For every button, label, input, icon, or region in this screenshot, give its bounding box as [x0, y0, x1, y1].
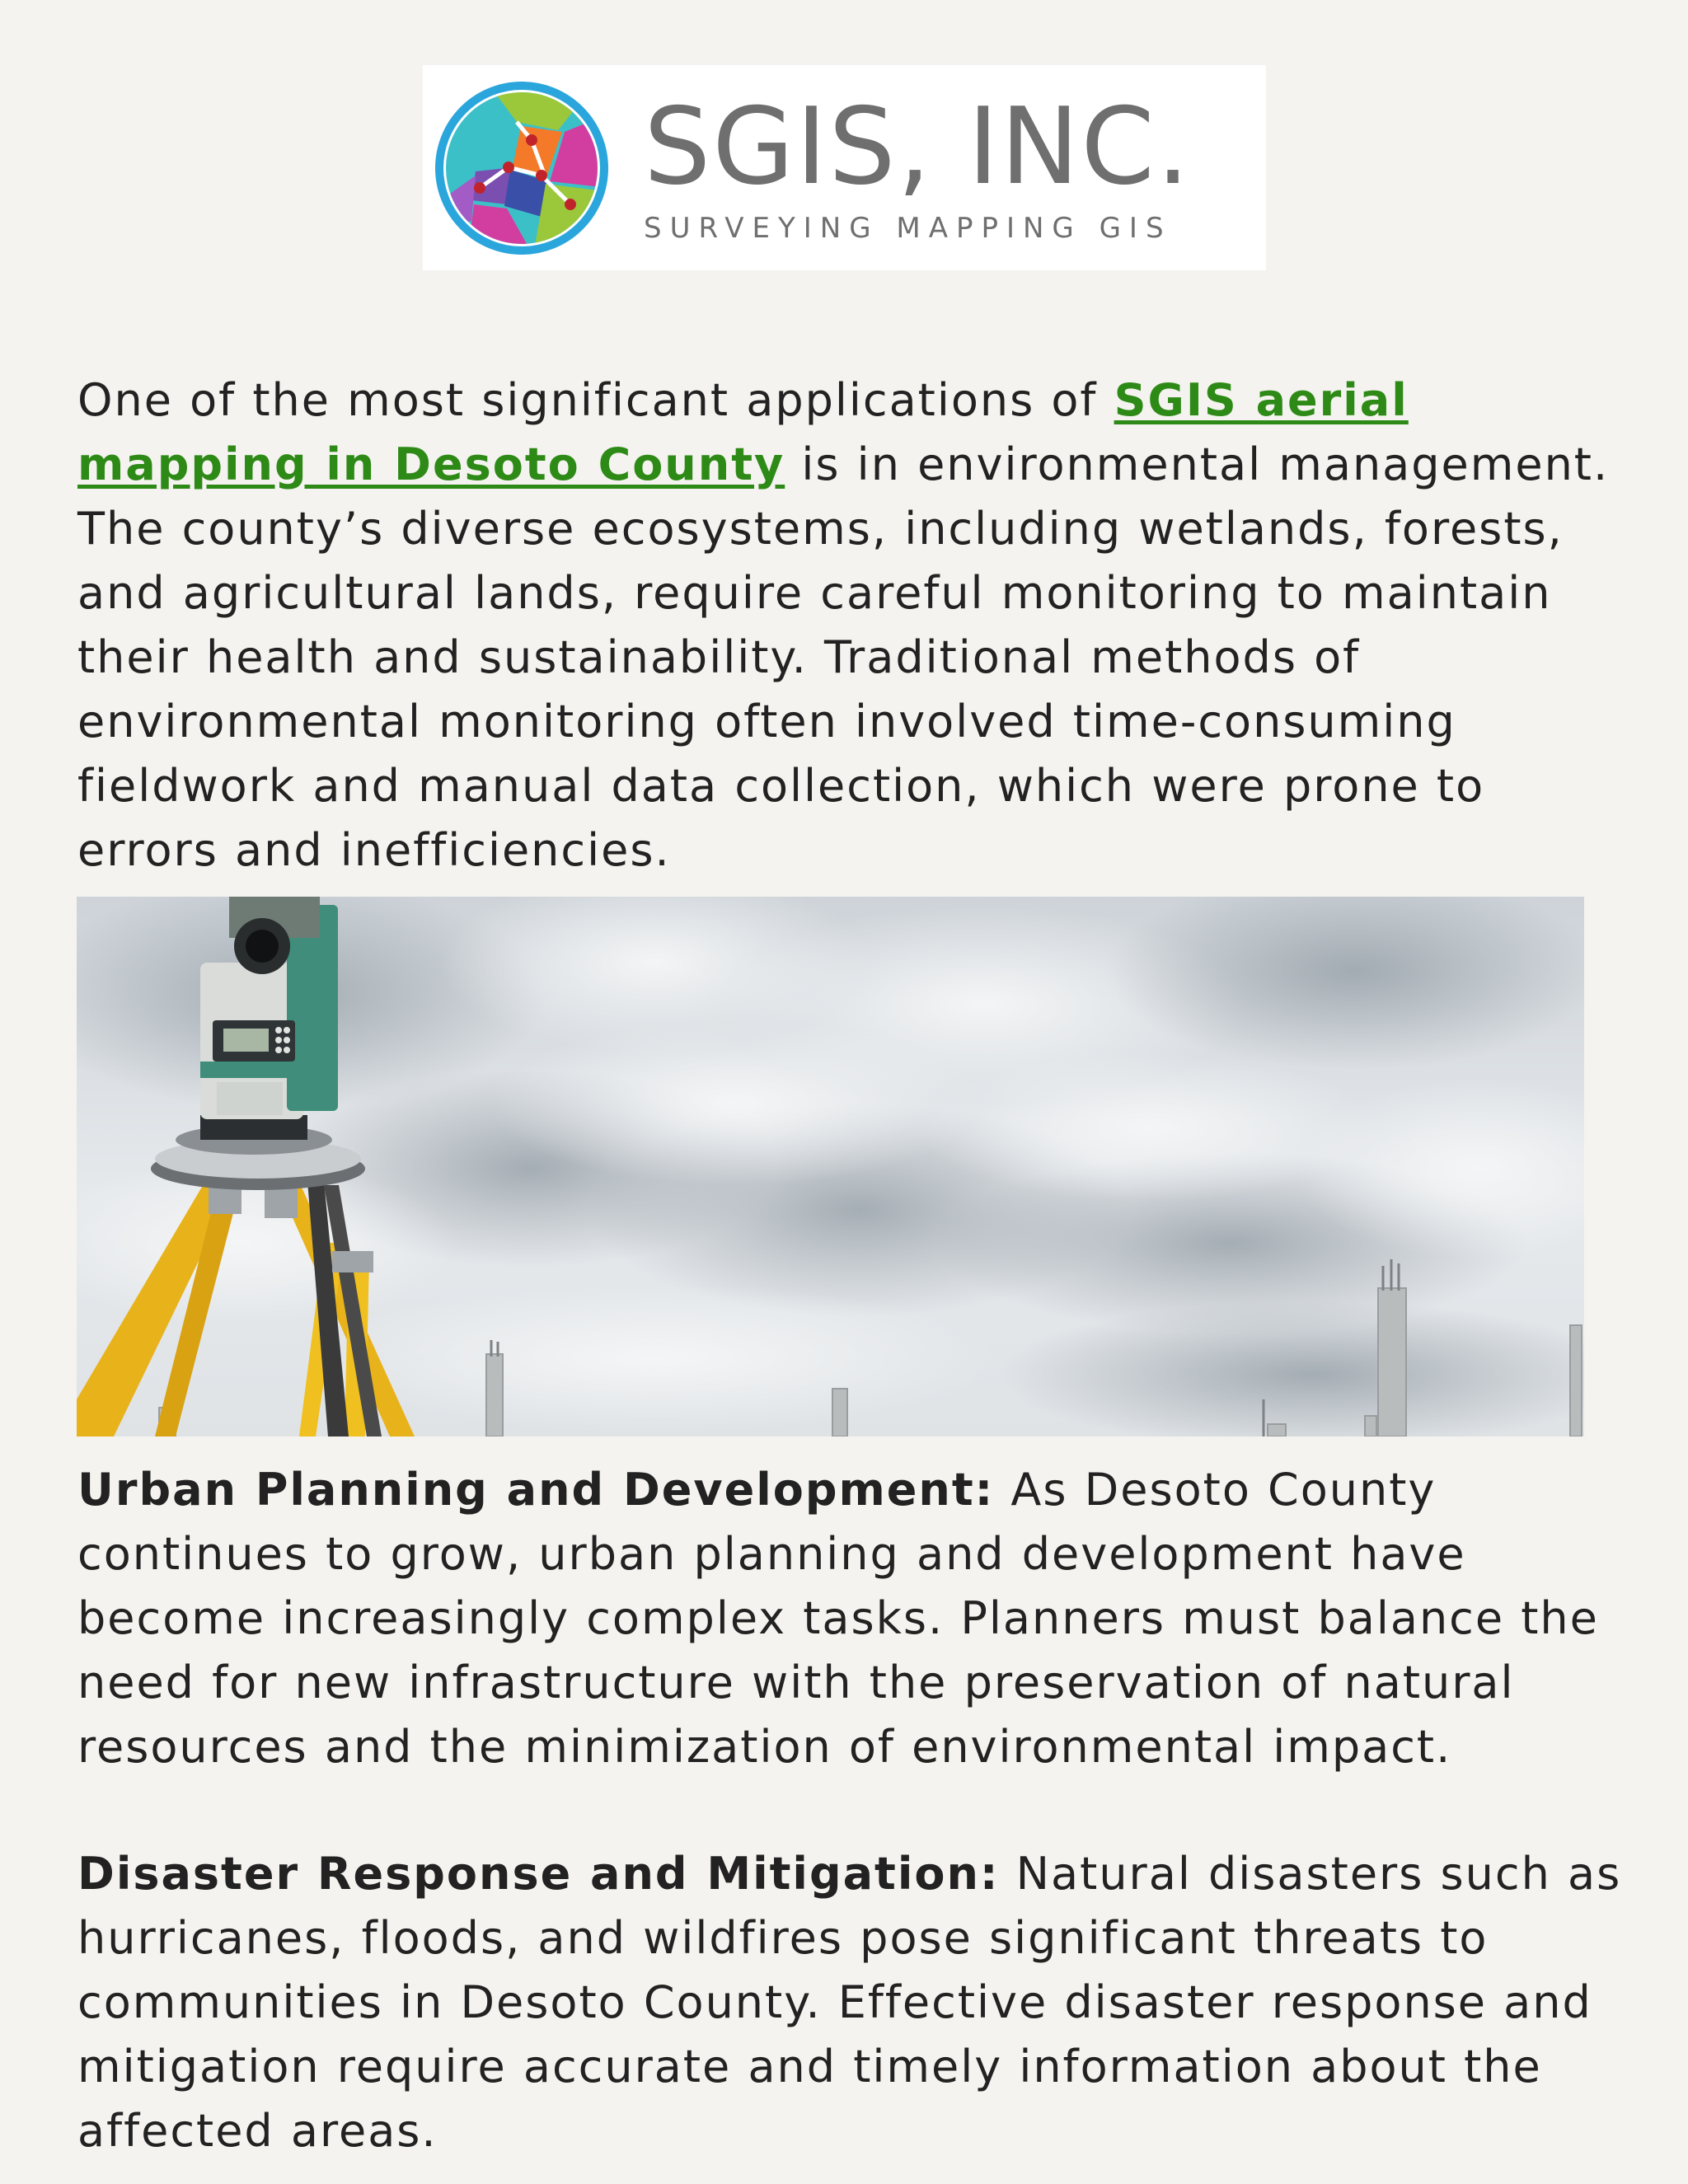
logo-tagline: SURVEYING MAPPING GIS: [644, 212, 1172, 245]
disaster-response-heading: Disaster Response and Mitigation:: [77, 1848, 1000, 1900]
urban-planning-paragraph: [77, 1458, 1627, 1779]
intro-text-after-link: is in environmental management. The county’s diverse ecosystems, including wetlands, forests, and agricultural lands, require careful monitoring to maintain their health and sustainability. Traditional methods of environmental monitoring often involved time-consuming fieldwork and manual data collection, which were prone to errors and inefficiencies.: [77, 438, 1610, 876]
intro-paragraph: [77, 368, 1627, 883]
disaster-response-paragraph: [77, 1842, 1627, 2163]
intro-text-before-link: One of the most significant applications of: [77, 374, 1114, 426]
urban-planning-body: As Desoto County continues to grow, urban planning and development have become increasingly complex tasks. Planners must balance the need for new infrastructure with the preservation of natural resources and the minimization of environmental impact.: [77, 1464, 1599, 1773]
urban-planning-heading: Urban Planning and Development:: [77, 1464, 995, 1516]
map-globe-logo-icon: [434, 81, 609, 255]
logo-company-name: SGIS, INC.: [644, 86, 1192, 209]
disaster-response-body: Natural disasters such as hurricanes, floods, and wildfires pose significant threats to communities in Desoto County. Effective disaster response and mitigation require accurate and timely information about the affected areas.: [77, 1848, 1622, 2157]
aerial-mapping-link[interactable]: SGIS aerial mapping in Desoto County: [77, 374, 1409, 490]
total-station-on-tripod-image: [77, 897, 1584, 1436]
surveying-equipment-photo: [77, 897, 1584, 1436]
company-logo: [423, 65, 1266, 270]
